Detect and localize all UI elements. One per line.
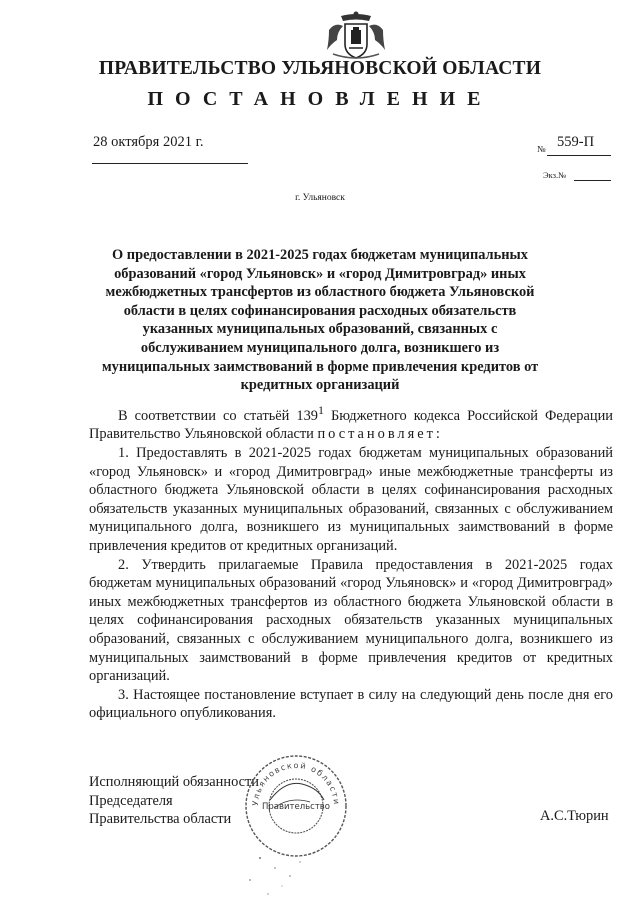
number-sign: № [537, 144, 546, 154]
number-underline [547, 155, 611, 156]
scan-specks [230, 850, 330, 905]
city: г. Ульяновск [295, 193, 345, 203]
document-body [89, 401, 613, 723]
document-date: 28 октября 2021 г. [93, 134, 204, 150]
document-type: ПОСТАНОВЛЕНИЕ [147, 88, 493, 110]
seal-ring-text: Ульяновской области [250, 760, 342, 807]
document-number-block [537, 134, 613, 158]
article-superscript: 1 [318, 403, 324, 417]
preamble-text-after: Бюджетного кодекса Российской Федерации Правительство Ульяновской области [89, 407, 613, 443]
government-name: ПРАВИТЕЛЬСТВО УЛЬЯНОВСКОЙ ОБЛАСТИ [98, 58, 542, 79]
signer-position [89, 773, 259, 829]
signer-position-line: Председателя [89, 792, 173, 809]
seal-center-text: Правительство [262, 802, 330, 812]
decree-word: постановляет [317, 426, 436, 443]
signer-position-line: Правительства области [89, 811, 232, 828]
copy-number-underline [574, 180, 611, 181]
ulyanovsk-oblast-coat-of-arms-icon [323, 10, 389, 60]
official-round-seal-icon [240, 750, 352, 862]
preamble-text-before: В соответствии со статьёй 139 [118, 407, 318, 424]
preamble [89, 401, 613, 444]
item-1: 1. Предоставлять в 2021-2025 годах бюджетам муниципальных образований «город Ульяновск» и «город Димитровград» иные межбюджетные трансферты из областного бюджета Ульяновской области в целях софинансирования расходных обязательств указанных муниципальных образований, связанных с обслуживанием муниципального долга, возникшего из муниципальных заимствований в форме привлечения кредитов от кредитных организаций. [89, 444, 613, 554]
signer-name: А.С.Тюрин [540, 808, 609, 824]
item-3: 3. Настоящее постановление вступает в силу на следующий день после дня его официального опубликования. [89, 686, 613, 722]
signer-position-line: Исполняющий обязанности [89, 774, 260, 790]
document-number: 559-П [557, 134, 595, 150]
date-underline [92, 163, 248, 164]
copy-number-label: Экз.№ [543, 170, 567, 180]
document-title: О предоставлении в 2021-2025 годах бюджетам муниципальных образований «город Ульяновск» и «город Димитровград» иных межбюджетных трансфертов из областного бюджета Ульяновской области в целях софинансирования расходных обязательств указанных муниципальных образований, связанных с обслуживанием муниципального долга, возникшего из муниципальных заимствований в форме привлечения кредитов от кредитных организаций [101, 247, 539, 394]
item-2: 2. Утвердить прилагаемые Правила предоставления в 2021-2025 годах бюджетам муниципальных образований «город Ульяновск» и «город Димитровград» иных межбюджетных трансфертов из областного бюджета Ульяновской области в целях софинансирования расходных обязательств указанных муниципальных образований, связанных с обслуживанием муниципального долга, возникшего из муниципальных заимствований в форме привлечения кредитов от кредитных организаций. [89, 556, 613, 685]
preamble-colon: : [435, 426, 440, 443]
